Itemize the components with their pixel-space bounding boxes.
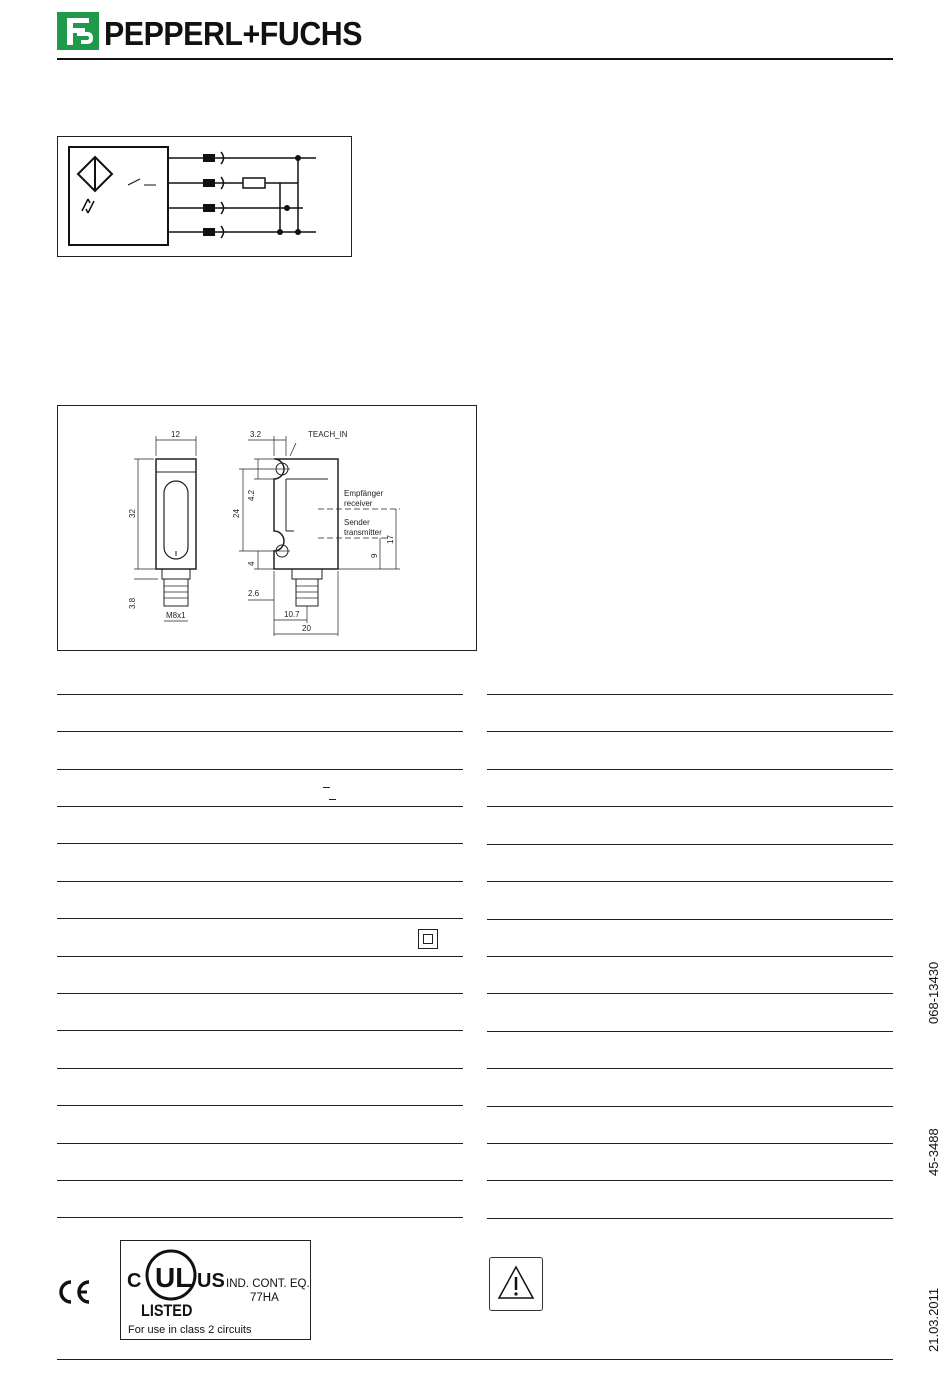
ul-equipment-label: IND. CONT. EQ.: [226, 1278, 310, 1290]
table-rule: [57, 881, 463, 882]
table-rule: [57, 694, 463, 695]
table-rule: [57, 1143, 463, 1144]
table-rule: [487, 919, 893, 920]
footer-divider: [57, 1359, 893, 1360]
dim-2-6: 2.6: [248, 589, 260, 598]
warning-icon: [489, 1257, 543, 1311]
dim-offset-top: 3.2: [250, 430, 262, 439]
table-rule: [487, 993, 893, 994]
table-rule: [487, 1143, 893, 1144]
table-rule: [57, 993, 463, 994]
less-equal-mark-bottom: [329, 799, 336, 800]
dim-9: 9: [370, 553, 379, 558]
ul-c-label: C: [127, 1270, 142, 1292]
ul-certification-box: [120, 1240, 311, 1340]
dim-connector-length: 3.8: [128, 597, 137, 609]
pepperl-fuchs-logo-icon: [57, 12, 99, 50]
table-rule: [57, 843, 463, 844]
receiver-en-label: receiver: [344, 499, 373, 508]
table-rule: [487, 731, 893, 732]
table-rule: [57, 806, 463, 807]
dim-width-top: 12: [171, 430, 180, 439]
ul-us-label: US: [197, 1270, 225, 1292]
teach-in-label: TEACH_IN: [308, 430, 348, 439]
table-rule: [487, 694, 893, 695]
table-rule: [57, 1217, 463, 1218]
dim-height-inner: 24: [232, 509, 241, 518]
table-rule: [487, 881, 893, 882]
table-rule: [57, 956, 463, 957]
document-code: 068-13430: [926, 961, 941, 1024]
table-rule: [57, 1180, 463, 1181]
ce-mark-icon: [56, 1278, 92, 1306]
table-rule: [487, 1180, 893, 1181]
document-date: 21.03.2011: [926, 1287, 941, 1352]
table-rule: [57, 1030, 463, 1031]
table-rule: [57, 1105, 463, 1106]
document-number: 45-3488: [926, 1128, 941, 1176]
table-rule: [487, 1106, 893, 1107]
wiring-diagram: [57, 136, 352, 257]
table-rule: [57, 769, 463, 770]
table-rule: [57, 731, 463, 732]
table-rule: [487, 844, 893, 845]
wiring-diagram-graphic: [58, 137, 351, 256]
table-rule: [487, 806, 893, 807]
sender-en-label: transmitter: [344, 528, 382, 537]
dimension-drawing-graphic: [58, 406, 476, 650]
table-rule: [57, 1068, 463, 1069]
table-rule: [487, 1218, 893, 1219]
less-equal-mark-top: [323, 787, 330, 788]
dim-10-7: 10.7: [284, 610, 300, 619]
ul-mark-text: UL: [155, 1262, 193, 1293]
dim-20: 20: [302, 624, 311, 633]
dim-17: 17: [386, 535, 395, 544]
dim-height-left: 32: [128, 509, 137, 518]
ul-note-label: For use in class 2 circuits: [128, 1324, 252, 1336]
header-divider: [57, 58, 893, 60]
brand-name: PEPPERL+FUCHS: [104, 15, 363, 52]
table-rule: [57, 918, 463, 919]
receiver-de-label: Empfänger: [344, 489, 384, 498]
dim-thread: M8x1: [166, 611, 186, 620]
dim-hole-bottom: 4: [247, 561, 256, 566]
table-rule: [487, 1068, 893, 1069]
table-rule: [487, 769, 893, 770]
ul-listed-label: LISTED: [141, 1301, 193, 1320]
ul-listed-icon: [141, 1247, 201, 1303]
table-rule: [487, 956, 893, 957]
protection-class-2-icon: [418, 929, 438, 949]
dim-hole-top: 4.2: [247, 489, 256, 501]
table-rule: [487, 1031, 893, 1032]
dimension-drawing: [57, 405, 477, 651]
sender-de-label: Sender: [344, 518, 370, 527]
ul-code-label: 77HA: [250, 1292, 279, 1304]
